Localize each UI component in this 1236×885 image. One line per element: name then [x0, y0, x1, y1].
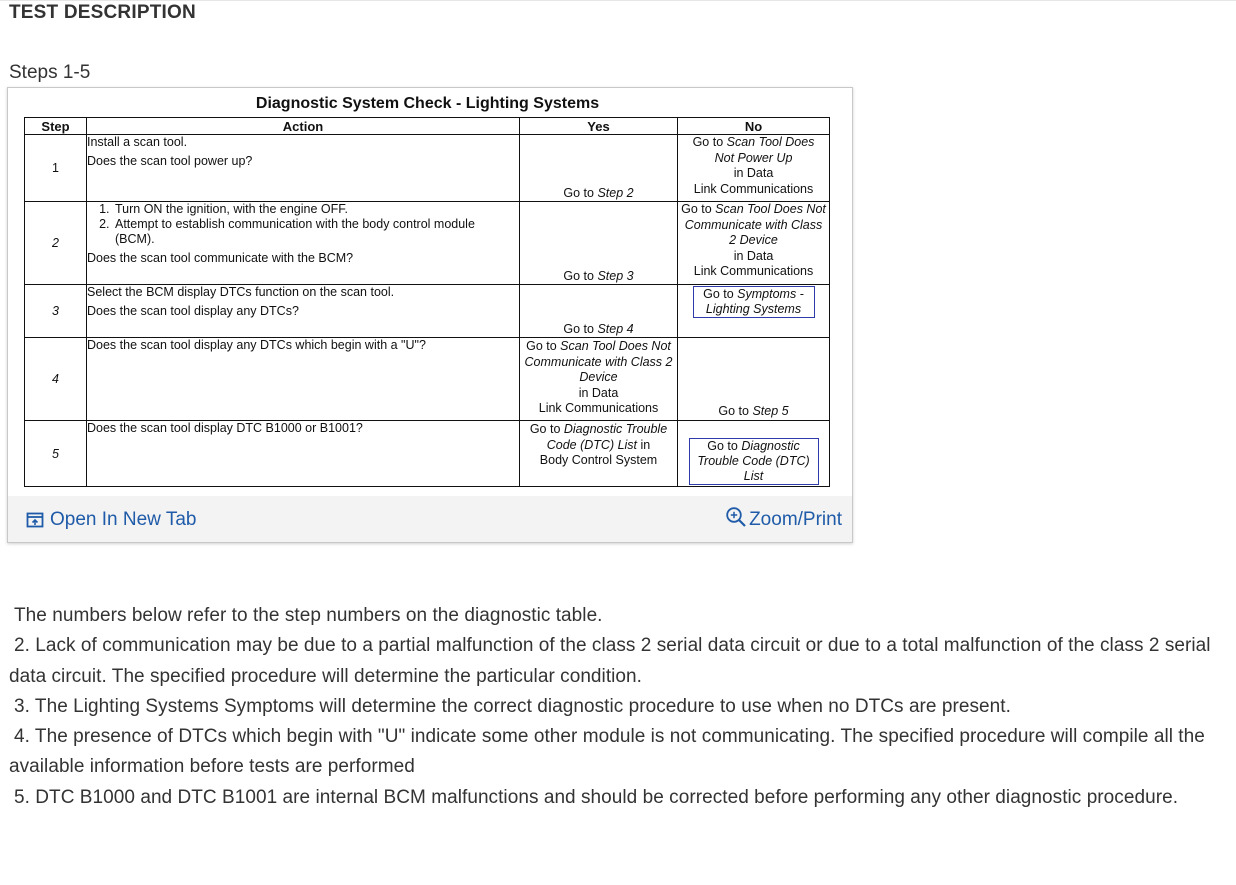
- action-question: Does the scan tool display any DTCs which begin with a "U"?: [87, 338, 426, 352]
- yes-prefix: Go to: [563, 268, 598, 283]
- yes-prefix: Go to: [563, 185, 598, 200]
- yes-mid: in Data: [578, 385, 619, 400]
- section-heading: TEST DESCRIPTION: [9, 2, 196, 23]
- no-mid: in Data: [733, 248, 774, 263]
- yes-target: Step 2: [597, 185, 634, 200]
- diagnostic-table-image[interactable]: [8, 88, 852, 496]
- yes-target: Scan Tool Does Not Communicate with Class 2 Device: [524, 339, 673, 384]
- step-number: 2: [25, 202, 87, 285]
- yes-cell: [520, 285, 678, 338]
- yes-cell: [520, 338, 678, 421]
- note-step-4-text: 4. The presence of DTCs which begin with "U" indicate some other module is not communicating. The specified procedure will compile all the available information before tests are performed: [9, 726, 1205, 778]
- table-row: [25, 202, 830, 285]
- action-question: Does the scan tool power up?: [87, 154, 253, 168]
- yes-target: Step 4: [597, 321, 634, 336]
- test-description-notes: [9, 601, 1224, 813]
- step-action: [87, 421, 520, 487]
- dtc-list-link[interactable]: [689, 438, 819, 485]
- step-action: [87, 202, 520, 285]
- no-prefix: Go to: [681, 202, 716, 216]
- yes-prefix: Go to: [529, 422, 564, 436]
- no-cell: [678, 421, 830, 487]
- column-header-no: No: [678, 118, 830, 135]
- table-row: [25, 421, 830, 487]
- action-line: Install a scan tool.: [87, 135, 188, 149]
- column-header-yes: Yes: [520, 118, 678, 135]
- yes-prefix: Go to: [563, 321, 598, 336]
- yes-cell: [520, 135, 678, 202]
- diagnostic-table-title: Diagnostic System Check - Lighting Systems: [255, 95, 600, 112]
- no-target: Scan Tool Does Not Communicate with Class 2 Device: [684, 202, 826, 247]
- no-target: Step 5: [752, 403, 789, 418]
- top-divider: [0, 0, 1236, 1]
- no-cell: [678, 338, 830, 421]
- yes-prefix: Go to: [526, 339, 561, 353]
- zoom-print-label: Zoom/Print: [749, 509, 842, 530]
- symptoms-lighting-link[interactable]: [693, 286, 815, 318]
- column-header-action: Action: [87, 118, 520, 135]
- action-line: Select the BCM display DTCs function on the scan tool.: [87, 285, 395, 299]
- no-prefix: Go to: [718, 403, 753, 418]
- action-step: 1. Turn ON the ignition, with the engine OFF.: [113, 202, 519, 217]
- yes-suffix: Body Control System: [539, 453, 658, 467]
- action-question: Does the scan tool display any DTCs?: [87, 304, 299, 318]
- no-prefix: Go to: [707, 439, 742, 453]
- step-number: 3: [25, 285, 87, 338]
- no-target: Scan Tool Does Not Power Up: [714, 135, 815, 165]
- note-step-2: [9, 631, 1224, 692]
- open-new-tab-icon: [26, 512, 44, 528]
- no-target: Symptoms - Lighting Systems: [705, 287, 804, 316]
- no-suffix: Link Communications: [693, 181, 814, 196]
- step-action: [87, 135, 520, 202]
- note-step-4: [9, 722, 1224, 783]
- yes-target: Step 3: [597, 268, 634, 283]
- zoom-in-icon: [725, 506, 747, 528]
- no-cell: [678, 135, 830, 202]
- step-number: 4: [25, 338, 87, 421]
- no-mid: in Data: [733, 166, 774, 180]
- table-row: [25, 285, 830, 338]
- note-step-2-text: 2. Lack of communication may be due to a partial malfunction of the class 2 serial data circuit or due to a total malfunction of the class 2 serial data circuit. The specified procedure will determine the particular condition.: [9, 635, 1211, 687]
- open-in-new-tab-link[interactable]: [26, 509, 196, 531]
- note-step-5-text: 5. DTC B1000 and DTC B1001 are internal BCM malfunctions and should be corrected before performing any other diagnostic procedure.: [14, 786, 1179, 808]
- action-question: Does the scan tool display DTC B1000 or B1001?: [87, 421, 363, 435]
- note-step-3-text: 3. The Lighting Systems Symptoms will determine the correct diagnostic procedure to use when no DTCs are present.: [14, 695, 1011, 717]
- diagnostic-figure: [7, 87, 853, 543]
- step-number: 1: [25, 135, 87, 202]
- no-suffix: Link Communications: [693, 264, 814, 278]
- action-question: Does the scan tool communicate with the BCM?: [87, 251, 354, 265]
- action-step: 2. Attempt to establish communication with the body control module (BCM).: [113, 217, 487, 247]
- no-cell: [678, 285, 830, 338]
- no-cell: [678, 202, 830, 285]
- note-step-3: [9, 692, 1224, 722]
- no-prefix: Go to: [703, 287, 738, 301]
- zoom-print-link[interactable]: [725, 509, 842, 531]
- diagnostic-table: [24, 117, 830, 487]
- column-header-step: Step: [25, 118, 87, 135]
- figure-footer: [8, 496, 852, 542]
- notes-intro: The numbers below refer to the step numbers on the diagnostic table.: [14, 605, 603, 626]
- table-header-row: [25, 118, 830, 135]
- note-step-5: [9, 783, 1224, 813]
- action-steps-list: [87, 202, 519, 247]
- yes-target: Diagnostic Trouble Code (DTC) List: [546, 422, 668, 452]
- yes-cell: [520, 421, 678, 487]
- yes-cell: [520, 202, 678, 285]
- no-prefix: Go to: [692, 135, 727, 149]
- open-in-new-tab-label: Open In New Tab: [50, 509, 197, 530]
- no-target: Diagnostic Trouble Code (DTC) List: [697, 439, 810, 483]
- step-number: 5: [25, 421, 87, 487]
- step-action: [87, 338, 520, 421]
- step-action: [87, 285, 520, 338]
- yes-suffix: Link Communications: [538, 401, 659, 415]
- table-row: [25, 338, 830, 421]
- yes-mid: in: [640, 437, 651, 452]
- steps-label: Steps 1-5: [9, 62, 91, 83]
- table-row: [25, 135, 830, 202]
